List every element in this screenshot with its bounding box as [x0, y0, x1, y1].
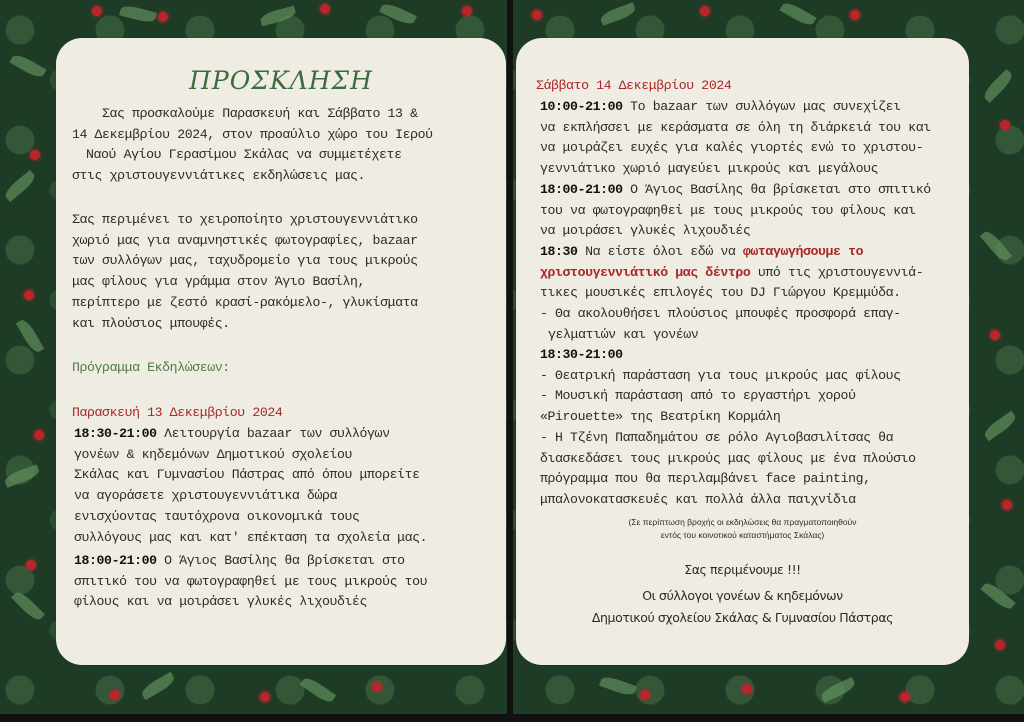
berry-decoration	[158, 12, 168, 22]
berry-decoration	[900, 692, 910, 702]
leaf-decoration	[981, 69, 1015, 103]
berry-decoration	[850, 10, 860, 20]
description-paragraph	[72, 210, 498, 334]
text-line: Οι σύλλογοι γονέων & κηδεμόνων	[642, 588, 843, 603]
berry-decoration	[24, 290, 34, 300]
text-line: μας φίλους για γράμμα στον Άγιο Βασίλη,	[72, 274, 366, 290]
text-line: Ναού Αγίου Γερασίμου Σκάλας να συμμετέχετε	[86, 147, 402, 163]
text-line: Σκάλας και Γυμνασίου Πάστρας από όπου μπορείτε	[74, 467, 420, 483]
friday-schedule-2	[74, 551, 500, 613]
text-line: του να φωτογραφηθεί με τους μικρούς του φίλους και	[540, 202, 916, 218]
text-line: να αγοράσετε χριστουγεννιάτικα δώρα	[74, 488, 337, 504]
leaf-decoration	[379, 1, 417, 27]
leaf-decoration	[3, 464, 41, 488]
time-label: 10:00-21:00	[540, 99, 623, 114]
text-span: Λειτουργία bazaar των συλλόγων	[156, 426, 390, 441]
text-line: πρόγραμμα που θα περιλαμβάνει face painting,	[540, 471, 871, 487]
leaf-decoration	[819, 677, 857, 703]
berry-decoration	[320, 4, 330, 14]
leaf-decoration	[980, 580, 1015, 612]
leaf-decoration	[11, 589, 45, 623]
leaf-decoration	[779, 0, 816, 28]
leaf-decoration	[119, 4, 157, 25]
text-line: των συλλόγων μας, ταχυδρομείο για τους μικρούς	[72, 253, 418, 269]
text-span: Το bazaar των συλλόγων μας συνεχίζει	[622, 99, 901, 114]
time-label: 18:00-21:00	[74, 553, 157, 568]
text-line: Σας περιμένει το χειροποίητο χριστουγεννιάτικο	[72, 212, 418, 227]
text-line: διασκεδάσει τους μικρούς μας φίλους με ένα πλούσιο	[540, 450, 916, 466]
text-line: «Pirouette» της Βεατρίκη Κορμάλη	[540, 409, 781, 425]
intro-paragraph	[72, 104, 498, 187]
text-line: χωριό μας για αναμνηστικές φωτογραφίες, bazaar	[72, 232, 418, 248]
berry-decoration	[92, 6, 102, 16]
text-line: (Σε περίπτωση βροχής οι εκδηλώσεις θα πραγματοποιηθούν	[628, 517, 857, 527]
text-line: γελματιών και γονέων	[548, 326, 699, 342]
text-line: 14 Δεκεμβρίου 2024, στον προαύλιο χώρο του Ιερού	[72, 126, 433, 142]
saturday-schedule-2	[540, 180, 965, 242]
text-span: υπό τις χριστουγεννιά-	[750, 264, 924, 280]
berry-decoration	[700, 6, 710, 16]
text-span: Να είστε όλοι εδώ να	[577, 244, 743, 259]
text-line: φίλους και να μοιράσει γλυκές λιχουδιές	[74, 594, 368, 610]
text-line: στις χριστουγεννιάτικες εκδηλώσεις μας.	[72, 168, 366, 184]
text-line: - Θα ακολουθήσει πλούσιος μπουφές προσφορά επαγ-	[540, 306, 901, 322]
text-line	[540, 180, 965, 201]
invitation-left-page	[56, 38, 506, 665]
text-line: να μοιράσει γλυκές λιχουδιές	[540, 223, 751, 239]
berry-decoration	[462, 6, 472, 16]
tree-lighting-schedule	[540, 242, 965, 346]
highlight-text: χριστουγεννιάτικό μας δέντρο	[540, 264, 751, 280]
leaf-decoration	[259, 6, 297, 27]
leaf-decoration	[16, 317, 44, 354]
leaf-decoration	[599, 674, 637, 698]
berry-decoration	[260, 692, 270, 702]
text-line: περίπτερο με ζεστό κρασί-ρακόμελο-, γλυκίσματα	[72, 294, 418, 310]
text-line	[540, 263, 965, 284]
leaf-decoration	[982, 411, 1018, 441]
time-label: 18:30	[540, 244, 578, 259]
rain-note	[516, 516, 969, 542]
highlight-text: φωταγωγήσουμε το	[742, 244, 864, 259]
text-line	[74, 424, 500, 445]
saturday-heading: Σάββατο 14 Δεκεμβρίου 2024	[536, 78, 732, 93]
leaf-decoration	[980, 228, 1012, 263]
berry-decoration	[110, 690, 120, 700]
text-line: - Η Τζένη Παπαδημάτου σε ρόλο Αγιοβασιλίτσας θα	[540, 429, 894, 445]
leaf-decoration	[9, 52, 46, 80]
text-line	[74, 551, 500, 572]
program-label: Πρόγραμμα Εκδηλώσεων:	[72, 360, 230, 375]
text-line: εντός του κοινοτικού καταστήματος Σκάλας)	[660, 530, 825, 540]
signature-block	[516, 585, 969, 629]
berry-decoration	[532, 10, 542, 20]
text-line: ενισχύοντας ταυτόχρονα οικονομικά τους	[74, 508, 360, 524]
text-line: Σας προσκαλούμε Παρασκευή και Σάββατο 13 &	[102, 106, 418, 121]
berry-decoration	[34, 430, 44, 440]
text-line: τικες μουσικές επιλογές του DJ Γιώργου Κρεμμύδα.	[540, 285, 901, 301]
berry-decoration	[990, 330, 1000, 340]
leaf-decoration	[2, 170, 37, 202]
text-line: Δημοτικού σχολείου Σκάλας & Γυμνασίου Πάστρας	[591, 610, 894, 625]
text-line: μπαλονοκατασκευές και πολλά άλλα παιχνίδια	[540, 491, 856, 507]
time-label: 18:00-21:00	[540, 182, 623, 197]
text-line: γεννιάτικο χωριό μαγεύει μικρούς και μεγάλους	[540, 161, 879, 177]
text-line: - Θεατρική παράσταση για τους μικρούς μας φίλους	[540, 367, 901, 383]
text-line: να μοιράζει ευχές για καλές γιορτές ενώ το χριστου-	[540, 140, 924, 156]
closing-line: Σας περιμένουμε !!!	[684, 562, 801, 577]
berry-decoration	[26, 560, 36, 570]
invitation-right-page	[516, 38, 969, 665]
time-label: 18:30-21:00	[74, 426, 157, 441]
text-line: να εκπλήσσει με κεράσματα σε όλη τη διάρκειά του και	[540, 119, 931, 135]
text-line	[540, 97, 965, 118]
text-line: και πλούσιος μπουφές.	[72, 315, 230, 331]
berry-decoration	[1002, 500, 1012, 510]
leaf-decoration	[300, 675, 336, 705]
berry-decoration	[30, 150, 40, 160]
berry-decoration	[742, 684, 752, 694]
friday-schedule-1	[74, 424, 500, 548]
text-line	[540, 242, 965, 263]
time-label: 18:30-21:00	[540, 347, 623, 362]
saturday-schedule-1	[540, 97, 965, 180]
text-span: Ο Άγιος Βασίλης θα βρίσκεται στο	[156, 553, 405, 568]
bottom-bar	[0, 714, 1024, 722]
friday-heading: Παρασκευή 13 Δεκεμβρίου 2024	[72, 405, 283, 420]
berry-decoration	[640, 690, 650, 700]
saturday-schedule-4	[540, 345, 965, 511]
text-line: συλλόγους μας και κατ' επέκταση τα σχολεία μας.	[74, 529, 428, 545]
berry-decoration	[372, 682, 382, 692]
berry-decoration	[995, 640, 1005, 650]
invitation-title: ΠΡΟΣΚΛΗΣΗ	[189, 66, 373, 95]
text-line: - Μουσική παράσταση από το εργαστήρι χορού	[540, 388, 856, 404]
leaf-decoration	[139, 672, 176, 700]
page-divider	[507, 0, 513, 722]
text-line: γονέων & κηδεμόνων Δημοτικού σχολείου	[74, 446, 353, 462]
text-span: Ο Άγιος Βασίλης θα βρίσκεται στο σπιτικό	[622, 182, 931, 197]
text-line: σπιτικό του να φωτογραφηθεί με τους μικρούς του	[74, 573, 428, 589]
berry-decoration	[1000, 120, 1010, 130]
leaf-decoration	[599, 2, 637, 26]
